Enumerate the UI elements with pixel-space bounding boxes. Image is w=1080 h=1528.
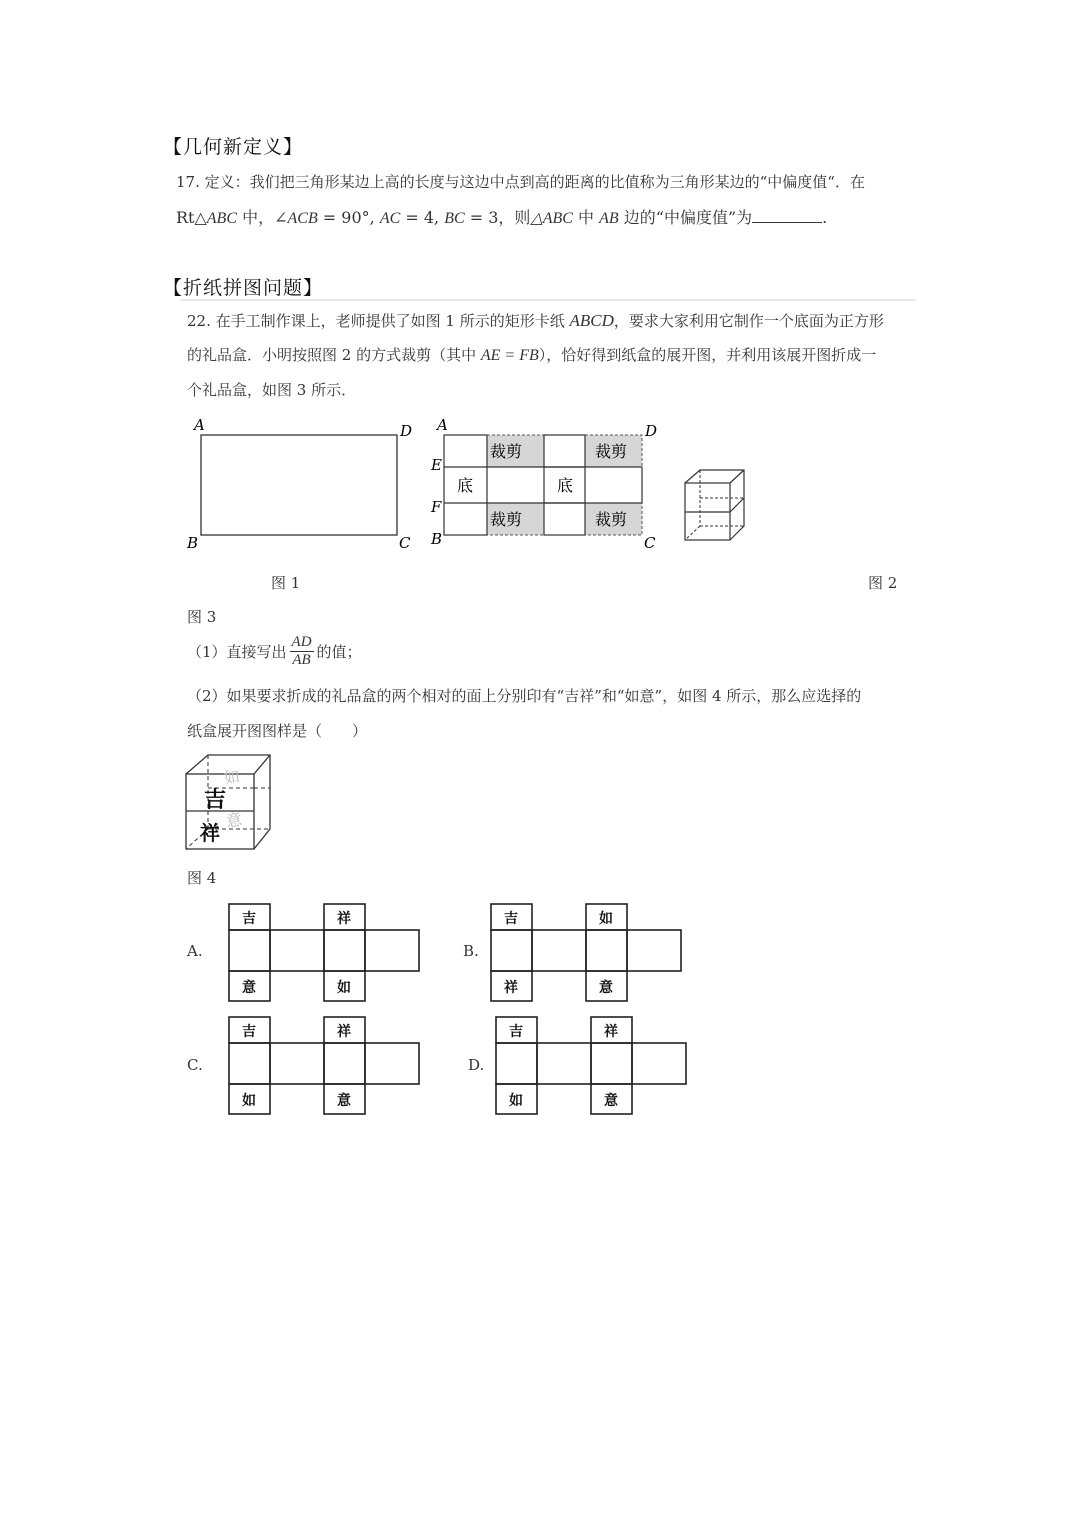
q17-text: = 4, (400, 208, 445, 227)
rectangle-abcd (201, 435, 397, 535)
section-title-paper-folding: 【折纸拼图问题】 (163, 277, 324, 299)
net-square (496, 1043, 537, 1084)
face-char: 意 (599, 980, 613, 996)
q17-text: 中 (572, 208, 600, 227)
fraction-ad-ab (290, 634, 314, 669)
cut-label: 裁剪 (595, 442, 628, 461)
side-char-top: 如 (222, 766, 242, 788)
label-b: B (187, 534, 199, 552)
q17-text: = 90°, (317, 208, 380, 227)
label-c: C (644, 534, 656, 552)
face-char: 吉 (242, 1024, 256, 1040)
option-label[interactable]: D. (468, 1056, 485, 1074)
q22-line3: 个礼品盒，如图 3 所示． (187, 381, 357, 399)
label-f: F (431, 498, 442, 516)
section-title-geometry: 【几何新定义】 (163, 136, 304, 158)
net-square (365, 1043, 419, 1084)
net-square (532, 930, 586, 971)
side-char-bottom: 意 (224, 809, 244, 831)
option-label[interactable]: B. (463, 942, 479, 960)
q22-part1 (187, 634, 362, 669)
q17-text: ACB (287, 210, 318, 227)
face-char: 祥 (337, 911, 351, 927)
q17-text: △ABC (530, 210, 573, 227)
face-char: 吉 (242, 911, 256, 927)
numerator: AD (291, 634, 312, 650)
front-char-bottom: 祥 (200, 821, 220, 845)
q17-text: 中，∠ (237, 208, 288, 227)
net-square (537, 1043, 591, 1084)
net-square (632, 1043, 686, 1084)
caption-figure-2: 图 2 (868, 574, 898, 592)
figure-1 (180, 412, 420, 552)
q17-text: ABC (206, 210, 237, 227)
option-label[interactable]: C. (187, 1056, 203, 1074)
base-label: 底 (557, 476, 574, 495)
q17-text: AB (599, 210, 619, 227)
face-char: 意 (242, 980, 256, 996)
q22-text: 的值； (316, 643, 362, 661)
denominator: AB (292, 652, 311, 668)
net-square (229, 930, 270, 971)
face-char: 吉 (509, 1024, 523, 1040)
face-char: 吉 (504, 911, 518, 927)
q22-part2-line1: （2）如果要求折成的礼品盒的两个相对的面上分别印有“吉祥”和“如意”，如图 4 所示，那么应选择的 (187, 687, 862, 705)
face-char: 如 (337, 980, 351, 996)
caption-figure-1: 图 1 (271, 574, 301, 592)
net-square (627, 930, 681, 971)
option-net[interactable] (490, 902, 705, 1031)
option-net[interactable] (228, 1015, 443, 1144)
face-char: 祥 (604, 1024, 618, 1040)
face-char: 如 (242, 1093, 256, 1109)
q22-text: ，要求大家利用它制作一个底面为正方形 (613, 312, 884, 330)
net-square (591, 1043, 632, 1084)
q17-text: 边的“中偏度值”为 (618, 208, 753, 227)
cut-label: 裁剪 (595, 510, 628, 529)
face-char: 意 (604, 1093, 618, 1109)
q22-text: 的礼品盒．小明按照图 2 的方式裁剪（其中 (187, 346, 481, 364)
q22-text: （1）直接写出 (187, 643, 287, 661)
net-square (324, 930, 365, 971)
divider (180, 299, 916, 301)
option-label[interactable]: A. (187, 942, 203, 960)
label-e: E (431, 456, 442, 474)
q22-text: ），恰好得到纸盒的展开图，并利用该展开图折成一 (538, 346, 877, 364)
option-net[interactable] (495, 1015, 710, 1144)
q17-text: BC (444, 210, 465, 227)
q22-text: ABCD (569, 311, 614, 330)
net-square (586, 930, 627, 971)
label-c: C (399, 534, 411, 552)
q22-part2-line2: 纸盒展开图图样是（ ） (187, 722, 368, 740)
answer-blank[interactable] (752, 208, 822, 223)
net-square (270, 930, 324, 971)
face-char: 意 (337, 1093, 351, 1109)
front-char-top: 吉 (204, 787, 227, 813)
q17-text: = 3，则 (464, 208, 531, 227)
q22-text: AE = FB (480, 347, 539, 364)
face-char: 祥 (337, 1024, 351, 1040)
label-b: B (431, 530, 443, 548)
q17-line2 (176, 205, 827, 228)
net-square (324, 1043, 365, 1084)
caption-figure-4: 图 4 (187, 869, 217, 887)
q17-line1: 17. 定义：我们把三角形某边上高的长度与这边中点到高的距离的比值称为三角形某边的“中偏度值“．在 (176, 173, 865, 191)
q17-text: AC (379, 210, 401, 227)
net-square (365, 930, 419, 971)
q22-text: 22. 在手工制作课上，老师提供了如图 1 所示的矩形卡纸 (187, 312, 570, 330)
cut-label: 裁剪 (490, 442, 523, 461)
face-char: 如 (509, 1093, 523, 1109)
label-d: D (400, 422, 413, 440)
q22-line2 (187, 344, 876, 365)
face-char: 如 (599, 911, 613, 927)
figure-3-cube (680, 465, 752, 545)
label-a: A (437, 416, 448, 434)
face-char: 祥 (504, 980, 518, 996)
q17-text: Rt△ (176, 208, 207, 227)
figure-4-cube (180, 750, 280, 855)
figure-2 (425, 412, 675, 552)
net-square (491, 930, 532, 971)
q17-text: . (822, 208, 828, 227)
label-a: A (194, 416, 205, 434)
label-d: D (645, 422, 658, 440)
net-square (229, 1043, 270, 1084)
base-label: 底 (457, 476, 474, 495)
net-square (270, 1043, 324, 1084)
q22-line1 (187, 310, 884, 331)
cut-label: 裁剪 (490, 510, 523, 529)
caption-figure-3: 图 3 (187, 608, 217, 626)
option-net[interactable] (228, 902, 443, 1031)
